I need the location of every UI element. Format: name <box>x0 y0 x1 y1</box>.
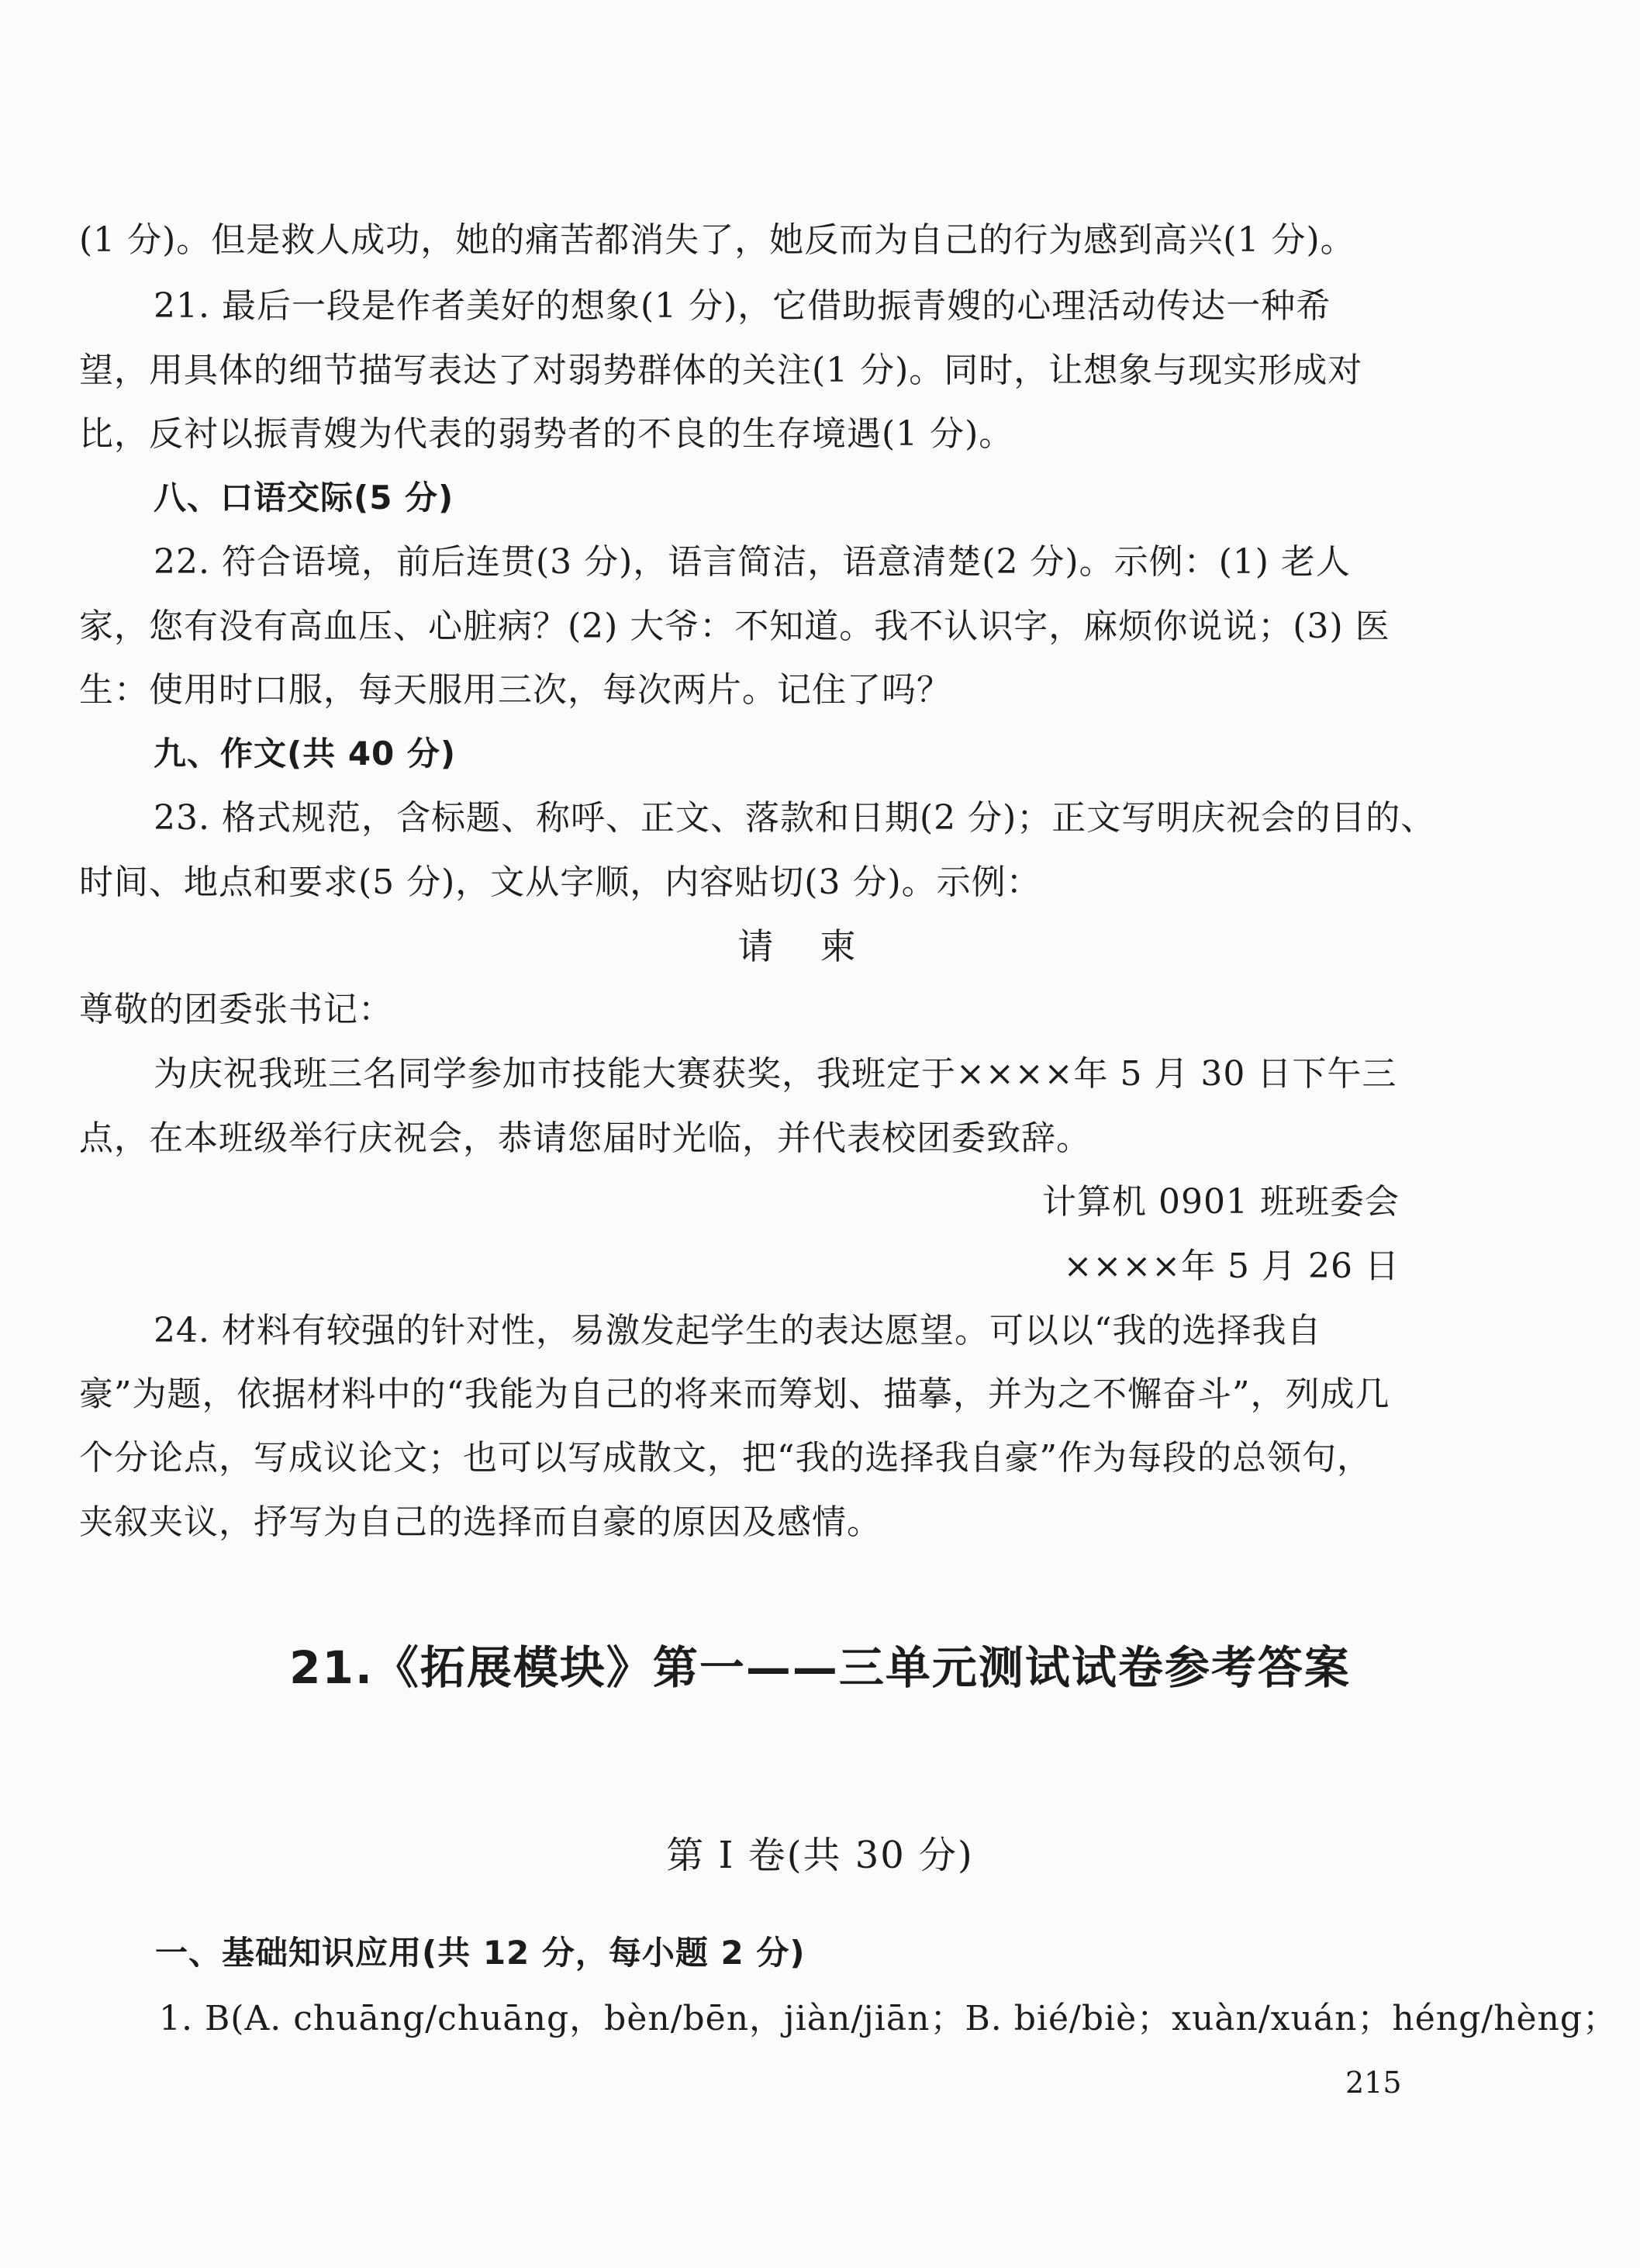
answer-24-line-3: 个分论点，写成议论文；也可以写成散文，把“我的选择我自豪”作为每段的总领句， <box>79 1438 1372 1478</box>
answer-23-line-2: 时间、地点和要求(5 分)，文从字顺，内容贴切(3 分)。示例： <box>79 863 1041 902</box>
answer-24-line-2: 豪”为题，依据材料中的“我能为自己的将来而筹划、描摹，并为之不懈奋斗”，列成几 <box>79 1374 1390 1414</box>
answer-21-line-1: 21. 最后一段是作者美好的想象(1 分)，它借助振青嫂的心理活动传达一种希 <box>154 286 1331 326</box>
answer-20-continuation: (1 分)。但是救人成功，她的痛苦都消失了，她反而为自己的行为感到高兴(1 分)。 <box>79 220 1355 260</box>
volume-title: 第 I 卷(共 30 分) <box>666 1834 974 1877</box>
answer-22-line-3: 生：使用时口服，每天服用三次，每次两片。记住了吗？ <box>79 670 951 710</box>
invitation-body-line-1: 为庆祝我班三名同学参加市技能大赛获奖，我班定于××××年 5 月 30 日下午三 <box>154 1054 1397 1094</box>
section-heading-oral: 八、口语交际(5 分) <box>154 479 454 517</box>
answer-24-line-1: 24. 材料有较强的针对性，易激发起学生的表达愿望。可以以“我的选择我自 <box>154 1311 1322 1350</box>
invitation-title: 请柬 <box>737 925 903 967</box>
invitation-signature: 计算机 0901 班班委会 <box>1042 1182 1400 1222</box>
invitation-salutation: 尊敬的团委张书记： <box>79 990 393 1029</box>
section-heading-basics: 一、基础知识应用(共 12 分，每小题 2 分) <box>155 1934 806 1972</box>
answer-1-line-1: 1. B(A. chuāng/chuāng，bèn/bēn，jiàn/jiān；B. bié/biè；xuàn/xuán；héng/hèng； <box>159 1999 1618 2038</box>
answer-24-line-4: 夹叙夹议，抒写为自己的选择而自豪的原因及感情。 <box>79 1502 882 1542</box>
answer-22-line-2: 家，您有没有高血压、心脏病？(2) 大爷：不知道。我不认识字，麻烦你说说；(3) 医 <box>79 607 1390 646</box>
page-number: 215 <box>1345 2066 1402 2100</box>
section-heading-writing: 九、作文(共 40 分) <box>154 735 457 773</box>
answer-23-line-1: 23. 格式规范，含标题、称呼、正文、落款和日期(2 分)；正文写明庆祝会的目的、 <box>154 798 1436 838</box>
answer-21-line-3: 比，反衬以振青嫂为代表的弱势者的不良的生存境遇(1 分)。 <box>79 414 1014 454</box>
invitation-date: ××××年 5 月 26 日 <box>1063 1246 1400 1286</box>
answer-22-line-1: 22. 符合语境，前后连贯(3 分)，语言简洁，语意清楚(2 分)。示例：(1) 老人 <box>154 542 1351 582</box>
invitation-body-line-2: 点，在本班级举行庆祝会，恭请您届时光临，并代表校团委致辞。 <box>79 1118 1091 1158</box>
chapter-title: 21.《拓展模块》第一——三单元测试试卷参考答案 <box>289 1641 1351 1694</box>
answer-21-line-2: 望，用具体的细节描写表达了对弱势群体的关注(1 分)。同时，让想象与现实形成对 <box>79 351 1363 390</box>
